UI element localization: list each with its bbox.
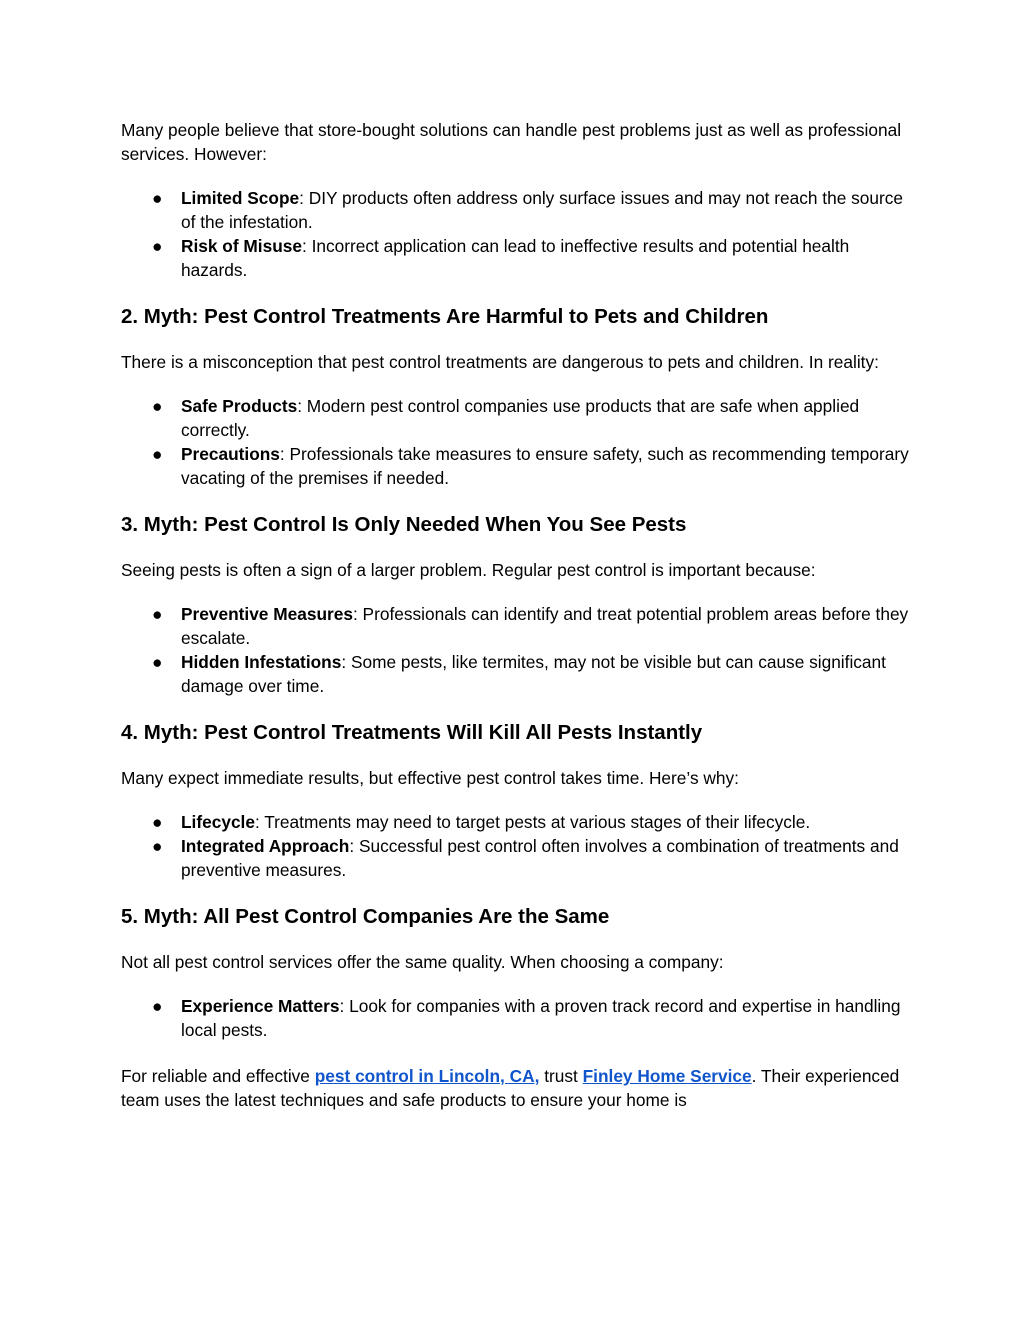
- bullet-text: : Professionals can identify and treat potential problem areas before they escalate.: [181, 604, 909, 648]
- bullet-text: : Successful pest control often involves a combination of treatments and preventive measures.: [181, 836, 899, 880]
- bullet-term: Safe Products: [181, 396, 298, 416]
- bullet-text: : Look for companies with a proven track record and expertise in handling local pests.: [181, 996, 901, 1040]
- closing-paragraph: [121, 1064, 911, 1112]
- bullet-term: Precautions: [181, 444, 280, 464]
- bullet-term: Limited Scope: [181, 188, 300, 208]
- pest-control-lincoln-link[interactable]: pest control in Lincoln, CA,: [314, 1066, 540, 1086]
- section-paragraph: Not all pest control services offer the same quality. When choosing a company:: [121, 952, 724, 972]
- list-item: [121, 810, 911, 834]
- section-heading: 4. Myth: Pest Control Treatments Will Kill All Pests Instantly: [121, 721, 703, 744]
- bullet-term: Preventive Measures: [181, 604, 353, 624]
- section-heading: 2. Myth: Pest Control Treatments Are Harmful to Pets and Children: [121, 305, 769, 328]
- section-bullet-list: [121, 994, 911, 1042]
- list-item: [121, 394, 911, 442]
- bullet-text: : Treatments may need to target pests at various stages of their lifecycle.: [254, 812, 811, 832]
- bullet-term: Experience Matters: [181, 996, 340, 1016]
- bullet-icon: ●: [152, 812, 163, 832]
- bullet-term: Risk of Misuse: [181, 236, 303, 256]
- bullet-text: : DIY products often address only surface issues and may not reach the source of the infestation.: [181, 188, 903, 232]
- intro-bullet-list: [121, 186, 911, 282]
- bullet-icon: ●: [152, 604, 163, 624]
- closing-text-end: . Their experienced team uses the latest techniques and safe products to ensure your home is: [121, 1066, 900, 1110]
- bullet-icon: ●: [152, 444, 163, 464]
- section-paragraph: Many expect immediate results, but effective pest control takes time. Here’s why:: [121, 768, 739, 788]
- list-item: [121, 602, 911, 650]
- section-bullet-list: [121, 602, 911, 698]
- bullet-term: Hidden Infestations: [181, 652, 342, 672]
- bullet-icon: ●: [152, 396, 163, 416]
- bullet-icon: ●: [152, 236, 163, 256]
- section-bullet-list: [121, 394, 911, 490]
- list-item: [121, 994, 911, 1042]
- bullet-text: : Modern pest control companies use products that are safe when applied correctly.: [181, 396, 860, 440]
- section-heading: 5. Myth: All Pest Control Companies Are the Same: [121, 905, 610, 928]
- list-item: [121, 442, 911, 490]
- section-paragraph: There is a misconception that pest control treatments are dangerous to pets and children. In reality:: [121, 352, 879, 372]
- list-item: [121, 650, 911, 698]
- list-item: [121, 834, 911, 882]
- list-item: [121, 186, 911, 234]
- bullet-text: : Some pests, like termites, may not be visible but can cause significant damage over time.: [181, 652, 886, 696]
- closing-text-start: For reliable and effective: [121, 1066, 315, 1086]
- bullet-text: : Professionals take measures to ensure safety, such as recommending temporary vacating of the premises if needed.: [181, 444, 909, 488]
- bullet-icon: ●: [152, 188, 163, 208]
- bullet-icon: ●: [152, 652, 163, 672]
- section-paragraph: Seeing pests is often a sign of a larger problem. Regular pest control is important because:: [121, 560, 816, 580]
- intro-paragraph: Many people believe that store-bought solutions can handle pest problems just as well as professional services. However:: [121, 120, 902, 164]
- list-item: [121, 234, 911, 282]
- finley-home-service-link[interactable]: Finley Home Service: [582, 1066, 752, 1086]
- section-heading: 3. Myth: Pest Control Is Only Needed When You See Pests: [121, 513, 687, 536]
- closing-text-between: trust: [539, 1066, 583, 1086]
- section-bullet-list: [121, 810, 911, 882]
- bullet-icon: ●: [152, 836, 163, 856]
- bullet-term: Lifecycle: [181, 812, 255, 832]
- bullet-icon: ●: [152, 996, 163, 1016]
- bullet-term: Integrated Approach: [181, 836, 350, 856]
- bullet-text: : Incorrect application can lead to ineffective results and potential health hazards.: [181, 236, 850, 280]
- document-page: [121, 118, 911, 1132]
